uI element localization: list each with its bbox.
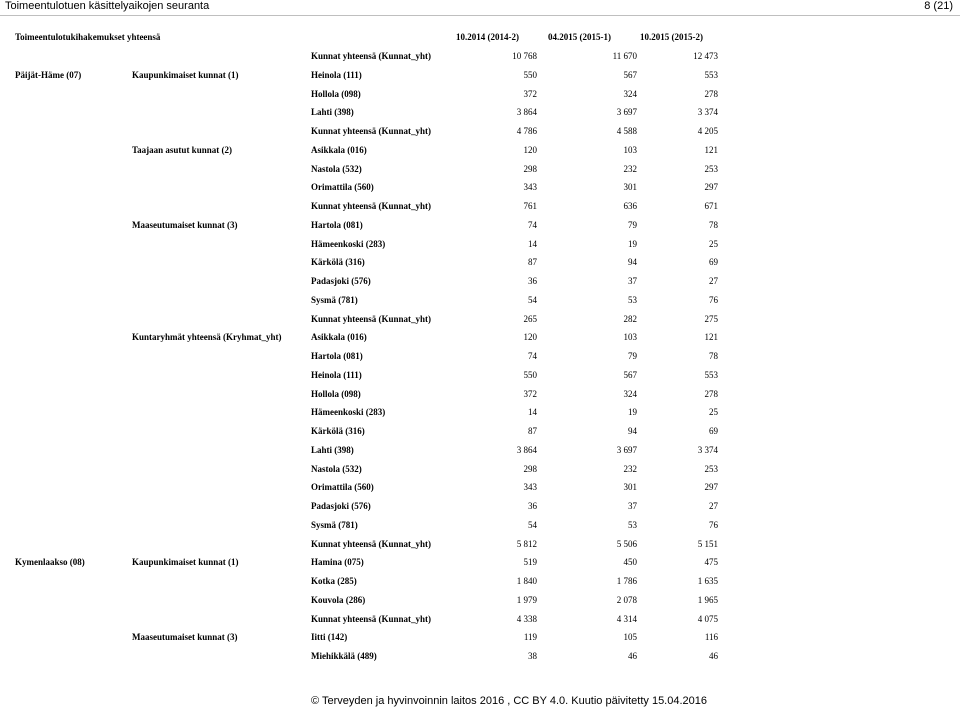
value-2015-1: 19 <box>628 238 637 249</box>
value-2015-2: 25 <box>709 407 718 418</box>
municipality-cell: Kouvola (286) <box>311 594 366 605</box>
value-2014-2: 36 <box>528 501 537 511</box>
value-2015-2: 69 <box>709 426 718 436</box>
page-number: 8 (21) <box>924 0 953 12</box>
group-cell: Kaupunkimaiset kunnat (1) <box>132 557 239 568</box>
table-row <box>0 197 960 215</box>
municipality-cell: Kärkölä (316) <box>311 426 365 436</box>
value-2014-2: 14 <box>528 238 537 249</box>
value-2014-2: 298 <box>523 463 537 474</box>
table-row <box>0 272 960 290</box>
municipality-cell: Heinola (111) <box>311 369 362 380</box>
table-row <box>0 310 960 328</box>
value-2014-2: 5 812 <box>516 538 537 549</box>
group-cell: Taajaan asutut kunnat (2) <box>132 144 232 155</box>
value-2015-1: 567 <box>623 69 637 80</box>
municipality-cell: Padasjoki (576) <box>311 276 371 286</box>
value-2014-2: 4 786 <box>516 126 537 136</box>
municipality-cell: Padasjoki (576) <box>311 501 371 511</box>
value-2015-1: 46 <box>628 651 637 661</box>
municipality-cell: Sysmä (781) <box>311 294 358 305</box>
municipality-cell: Hämeenkoski (283) <box>311 238 386 249</box>
group-cell: Maaseutumaiset kunnat (3) <box>132 219 238 230</box>
value-2015-2: 278 <box>704 88 718 99</box>
table-row <box>0 572 960 590</box>
value-2014-2: 372 <box>523 388 537 399</box>
municipality-cell: Iitti (142) <box>311 632 348 643</box>
value-2014-2: 550 <box>523 69 537 80</box>
value-2015-1: 94 <box>628 426 637 436</box>
municipality-cell: Nastola (532) <box>311 163 362 174</box>
table-row <box>0 291 960 309</box>
value-2015-1: 53 <box>628 294 637 305</box>
value-2015-2: 78 <box>709 351 718 361</box>
value-2014-2: 265 <box>523 313 537 324</box>
value-2015-2: 25 <box>709 238 718 249</box>
value-2015-2: 3 374 <box>697 107 718 118</box>
value-2015-1: 19 <box>628 407 637 418</box>
table-row <box>0 85 960 103</box>
value-2014-2: 120 <box>523 332 537 343</box>
value-2015-1: 94 <box>628 257 637 268</box>
value-2015-1: 103 <box>623 332 637 343</box>
municipality-cell: Nastola (532) <box>311 463 362 474</box>
value-2015-1: 37 <box>628 501 637 511</box>
value-2014-2: 372 <box>523 88 537 99</box>
table-row <box>0 647 960 665</box>
value-2015-2: 27 <box>709 501 718 511</box>
value-2015-2: 253 <box>704 163 718 174</box>
municipality-cell: Lahti (398) <box>311 107 354 118</box>
region-cell: Päijät-Häme (07) <box>15 69 82 80</box>
value-2015-1: 301 <box>623 182 637 193</box>
value-2015-2: 4 075 <box>697 613 718 624</box>
value-2015-1: 3 697 <box>616 107 637 118</box>
group-cell: Kaupunkimaiset kunnat (1) <box>132 69 239 80</box>
value-2014-2: 550 <box>523 369 537 380</box>
table-row <box>0 141 960 159</box>
value-2015-2: 297 <box>704 182 718 193</box>
value-2015-1: 636 <box>623 201 637 211</box>
table-row <box>0 47 960 65</box>
value-2014-2: 3 864 <box>516 444 537 455</box>
table-row <box>0 235 960 253</box>
table-row <box>0 328 960 346</box>
table-row <box>0 216 960 234</box>
value-2015-2: 116 <box>704 632 718 643</box>
table-row <box>0 403 960 421</box>
table-row <box>0 553 960 571</box>
value-2015-2: 5 151 <box>697 538 718 549</box>
value-2014-2: 1 979 <box>516 594 537 605</box>
value-2015-1: 79 <box>628 351 637 361</box>
value-2015-1: 2 078 <box>616 594 637 605</box>
municipality-cell: Hamina (075) <box>311 557 364 568</box>
value-2015-1: 79 <box>628 219 637 230</box>
table-row <box>0 178 960 196</box>
value-2015-1: 301 <box>623 482 637 493</box>
value-2015-2: 121 <box>704 144 718 155</box>
table-row <box>0 422 960 440</box>
value-2015-2: 553 <box>704 369 718 380</box>
value-2015-2: 121 <box>704 332 718 343</box>
municipality-cell: Hämeenkoski (283) <box>311 407 386 418</box>
value-2015-1: 324 <box>623 88 637 99</box>
value-2014-2: 87 <box>528 257 537 268</box>
value-2015-1: 11 670 <box>612 51 637 61</box>
table-row <box>0 497 960 515</box>
value-2015-2: 275 <box>704 313 718 324</box>
value-2015-2: 78 <box>709 219 718 230</box>
value-2015-2: 278 <box>704 388 718 399</box>
value-2015-2: 1 965 <box>697 594 718 605</box>
value-2014-2: 54 <box>528 294 537 305</box>
footer-copyright: © Terveyden ja hyvinvoinnin laitos 2016 , CC BY 4.0. Kuutio päivitetty 15.04.2016 <box>311 695 707 707</box>
table-row <box>0 610 960 628</box>
table-row <box>0 591 960 609</box>
value-2015-1: 4 314 <box>616 613 637 624</box>
value-2014-2: 4 338 <box>516 613 537 624</box>
municipality-cell: Asikkala (016) <box>311 332 367 343</box>
value-2014-2: 87 <box>528 426 537 436</box>
value-2014-2: 74 <box>528 351 537 361</box>
municipality-cell: Hartola (081) <box>311 219 363 230</box>
municipality-cell: Orimattila (560) <box>311 482 374 493</box>
table-row <box>0 628 960 646</box>
table-row <box>0 160 960 178</box>
value-2015-2: 4 205 <box>697 126 718 136</box>
table-row <box>0 103 960 121</box>
table-row <box>0 478 960 496</box>
value-2015-2: 3 374 <box>697 444 718 455</box>
value-2014-2: 74 <box>528 219 537 230</box>
value-2014-2: 38 <box>528 651 537 661</box>
value-2014-2: 3 864 <box>516 107 537 118</box>
value-2015-1: 1 786 <box>616 576 637 586</box>
value-2015-2: 1 635 <box>697 576 718 586</box>
table-row <box>0 441 960 459</box>
column-header-3: 10.2015 (2015-2) <box>640 32 703 42</box>
value-2014-2: 36 <box>528 276 537 286</box>
value-2014-2: 298 <box>523 163 537 174</box>
row-header-label: Toimeentulotukihakemukset yhteensä <box>15 32 161 42</box>
value-2015-2: 76 <box>709 294 718 305</box>
value-2015-2: 69 <box>709 257 718 268</box>
value-2014-2: 119 <box>523 632 537 643</box>
value-2014-2: 343 <box>523 482 537 493</box>
table-row <box>0 460 960 478</box>
table-row <box>0 122 960 140</box>
value-2014-2: 10 768 <box>512 51 537 61</box>
group-cell: Maaseutumaiset kunnat (3) <box>132 632 238 643</box>
municipality-cell: Heinola (111) <box>311 69 362 80</box>
municipality-cell: Asikkala (016) <box>311 144 367 155</box>
value-2015-1: 567 <box>623 369 637 380</box>
value-2015-1: 53 <box>628 519 637 530</box>
column-header-1: 10.2014 (2014-2) <box>456 32 519 42</box>
value-2014-2: 54 <box>528 519 537 530</box>
value-2015-2: 46 <box>709 651 718 661</box>
report-title: Toimeentulotuen käsittelyaikojen seuranta <box>5 0 210 12</box>
municipality-cell: Miehikkälä (489) <box>311 651 377 661</box>
value-2015-2: 76 <box>709 519 718 530</box>
value-2015-2: 671 <box>704 201 718 211</box>
municipality-cell: Kunnat yhteensä (Kunnat_yht) <box>311 313 432 324</box>
value-2015-2: 12 473 <box>693 51 718 61</box>
value-2015-1: 232 <box>623 163 637 174</box>
table-row <box>0 516 960 534</box>
header-divider <box>0 15 960 16</box>
group-cell: Kuntaryhmät yhteensä (Kryhmat_yht) <box>132 332 282 343</box>
value-2015-1: 450 <box>623 557 637 568</box>
value-2014-2: 761 <box>523 201 537 211</box>
value-2014-2: 14 <box>528 407 537 418</box>
value-2015-1: 3 697 <box>616 444 637 455</box>
table-row <box>0 66 960 84</box>
value-2015-1: 5 506 <box>616 538 637 549</box>
value-2015-1: 105 <box>623 632 637 643</box>
column-header-2: 04.2015 (2015-1) <box>548 32 611 42</box>
municipality-cell: Orimattila (560) <box>311 182 374 193</box>
municipality-cell: Kunnat yhteensä (Kunnat_yht) <box>311 538 432 549</box>
value-2015-2: 253 <box>704 463 718 474</box>
municipality-cell: Kunnat yhteensä (Kunnat_yht) <box>311 201 432 211</box>
value-2014-2: 1 840 <box>516 576 537 586</box>
table-row <box>0 347 960 365</box>
municipality-cell: Kärkölä (316) <box>311 257 365 268</box>
value-2014-2: 343 <box>523 182 537 193</box>
value-2014-2: 120 <box>523 144 537 155</box>
value-2015-1: 282 <box>623 313 637 324</box>
table-row <box>0 385 960 403</box>
value-2015-2: 297 <box>704 482 718 493</box>
value-2015-1: 37 <box>628 276 637 286</box>
municipality-cell: Kunnat yhteensä (Kunnat_yht) <box>311 126 432 136</box>
value-2014-2: 519 <box>523 557 537 568</box>
value-2015-1: 324 <box>623 388 637 399</box>
value-2015-2: 553 <box>704 69 718 80</box>
table-row <box>0 253 960 271</box>
table-row <box>0 535 960 553</box>
municipality-cell: Hollola (098) <box>311 88 361 99</box>
region-cell: Kymenlaakso (08) <box>15 557 85 568</box>
value-2015-1: 4 588 <box>616 126 637 136</box>
value-2015-2: 27 <box>709 276 718 286</box>
municipality-cell: Kunnat yhteensä (Kunnat_yht) <box>311 51 432 61</box>
column-header-row <box>0 28 960 46</box>
value-2015-1: 103 <box>623 144 637 155</box>
municipality-cell: Lahti (398) <box>311 444 354 455</box>
value-2015-1: 232 <box>623 463 637 474</box>
municipality-cell: Kunnat yhteensä (Kunnat_yht) <box>311 613 432 624</box>
municipality-cell: Hartola (081) <box>311 351 363 361</box>
value-2015-2: 475 <box>704 557 718 568</box>
municipality-cell: Hollola (098) <box>311 388 361 399</box>
table-row <box>0 366 960 384</box>
municipality-cell: Kotka (285) <box>311 576 357 586</box>
municipality-cell: Sysmä (781) <box>311 519 358 530</box>
